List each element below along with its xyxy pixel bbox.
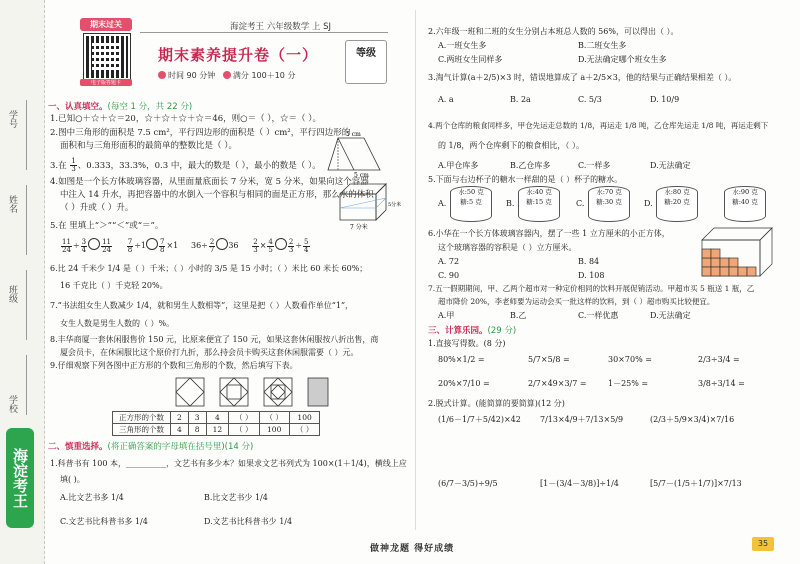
cup-b-letter[interactable]: B.	[506, 199, 515, 208]
cup-sugar: 糖:30 克	[596, 198, 622, 206]
calc-1-item[interactable]: 30×70% =	[608, 355, 652, 364]
calc-2-item[interactable]: [5/7－(1/5＋1/7)]×7/13	[650, 479, 742, 488]
header-rule	[140, 32, 388, 33]
table-cell: 100	[259, 424, 289, 436]
cup-sugar: 糖:5 克	[460, 198, 482, 206]
calc-1-item[interactable]: 1－25% =	[608, 379, 649, 388]
question-1: 1.已知○＋☆＋☆＝20，☆＋☆＋☆＋☆＝46，则○＝（ ），☆＝（ ）。	[50, 114, 321, 124]
choice-6-option-a[interactable]: A. 72	[438, 257, 460, 266]
cube-container-figure	[700, 226, 776, 278]
choice-1-option-a[interactable]: A.比文艺书多 1/4	[60, 493, 124, 502]
table-cell[interactable]: （ ）	[259, 412, 289, 424]
question-2-line-1: 2.图中三角形的面积是 7.5 cm²，平行四边形的面积是（ ）cm²，平行四边形的	[50, 128, 351, 138]
question-3	[50, 158, 321, 173]
table-cell[interactable]: （ ）	[229, 424, 259, 436]
grade-box[interactable]	[345, 40, 387, 84]
compare-circle[interactable]	[146, 238, 158, 250]
question-6-line-2: 16 千克比（ ）千克轻 20%。	[60, 281, 168, 290]
cup-sugar: 糖:20 克	[664, 198, 690, 206]
choice-7-option-c[interactable]: C.一样优惠	[578, 311, 619, 320]
choice-1-line-2: 填( )。	[60, 475, 85, 484]
fraction: $\frac{11}{24}$	[62, 237, 71, 254]
question-2-line-2: 面积和与三角形面积的最简单的整数比是（ ）。	[60, 141, 237, 151]
question-5-items: $\frac{11}{24}$ ÷ $\frac{3}{4}$ $\frac{11}{24}$ $\frac{7}{8}$ ÷1 $\frac{7}{8}$ ×1 36÷ $\frac{2}{7}$ 36 $\frac{2}{3}$ × $\frac{4}{5}$ $\frac{2}{3}$ ÷ $\frac{5}{4}$	[62, 237, 309, 254]
fraction: $\frac{7}{8}$	[160, 237, 165, 254]
cuboid-height-label: 5分米	[388, 202, 402, 208]
table-cell: 8	[188, 424, 206, 436]
trapezoid-top-label: 5 cm	[346, 131, 361, 138]
trapezoid-figure	[324, 130, 386, 178]
cup-c[interactable]	[588, 186, 630, 222]
fraction: $\frac{7}{8}$	[127, 237, 133, 254]
choice-4-option-d[interactable]: D.无法确定	[650, 161, 691, 170]
compare-circle[interactable]	[216, 238, 228, 250]
compare-circle[interactable]	[88, 238, 100, 250]
footer-slogan: 做神龙题 得好成绩	[370, 544, 455, 554]
cup-water: 水:70 克	[596, 188, 622, 196]
cup-b[interactable]	[518, 186, 560, 222]
question-6-line-1: 6.比 24 千米少 1/4 是（ ）千米；（ ）小时的 3/5 是 15 小时；（ ）米比 60 米长 60%；	[50, 264, 368, 273]
page-number: 35	[752, 537, 774, 551]
table-cell[interactable]: （ ）	[229, 412, 259, 424]
question-8-line-2: 厦会员卡，在休闲服比这个原价打九折，那么持会员卡购买这套休闲服需要（ ）元。	[60, 348, 359, 357]
question-3-start: 3.在	[50, 161, 70, 171]
question-4-line-1: 4.如图是一个长方体玻璃容器，从里面量底面长 7 分米，宽 5 分米，如果向这个容器	[50, 177, 369, 187]
cup-sugar: 糖:40 克	[732, 198, 758, 206]
section-2-points: (将正确答案的字母填在括号里)(14 分)	[107, 442, 254, 452]
table-row	[113, 412, 320, 424]
choice-5: 5.下面与右边杯子的糖水一样甜的是（ ）杯子的糖水。	[428, 175, 623, 184]
write-line	[26, 355, 27, 415]
section-1-points: (每空 1 分，共 22 分)	[107, 102, 193, 112]
qr-caption: 电子版答题卡	[80, 79, 132, 86]
cup-water: 水:90 克	[732, 188, 758, 196]
table-cell: 12	[206, 424, 229, 436]
write-line	[26, 100, 27, 170]
table-cell[interactable]: （ ）	[289, 424, 319, 436]
choice-1-line-1: 1.科普书有 100 本，__________，文艺书有多少本？如果求文艺书列式为 100×(1＋1/4)，横线上应	[50, 459, 407, 468]
choice-4-line-1: 4.两个仓库的粮食同样多，甲仓先运走总数的 1/8，再运走 1/8 吨，乙仓库先运走 1/8 吨，再运走剩下	[428, 121, 769, 130]
question-4-line-3: （ ）升或（ ）升。	[60, 203, 134, 213]
choice-7-option-b[interactable]: B.乙	[510, 311, 527, 320]
calc-2-item[interactable]: 7/13×4/9＋7/13×5/9	[540, 415, 624, 424]
calc-1-item[interactable]: 20%×7/10 =	[438, 379, 490, 388]
table-cell: 正方形的个数	[113, 412, 171, 424]
calc-2-item[interactable]: [1－(3/4－3/8)]÷1/4	[540, 479, 619, 488]
cup-water: 水:80 克	[664, 188, 690, 196]
calc-1-item[interactable]: 80%×1/2 =	[438, 355, 485, 364]
trapezoid-bottom-label: 5 cm	[354, 172, 369, 179]
calc-1-item[interactable]: 2/7×49×3/7 =	[528, 379, 587, 388]
calc-2-item[interactable]: (6/7－3/5)÷9/5	[438, 479, 498, 488]
choice-2-option-b[interactable]: B.二班女生多	[578, 41, 627, 50]
fraction: $\frac{2}{7}$	[209, 237, 215, 254]
student-id-label: 学号	[7, 110, 17, 128]
calc-2-item[interactable]: (1/6－1/7＋5/42)×42	[438, 415, 521, 424]
choice-2: 2.六年级一班和二班的女生分别占本班总人数的 56%，可以得出（ ）。	[428, 27, 679, 36]
choice-2-option-a[interactable]: A.一班女生多	[438, 41, 487, 50]
choice-7-option-d[interactable]: D.无法确定	[650, 311, 691, 320]
brand-logo: 海淀考王	[6, 428, 34, 528]
exam-title: 期末素养提升卷（一）	[158, 46, 319, 64]
choice-7-option-a[interactable]: A.甲	[438, 311, 455, 320]
choice-3-option-a[interactable]: A. a	[438, 95, 454, 104]
cup-a[interactable]	[450, 186, 492, 222]
cup-c-letter[interactable]: C.	[576, 199, 585, 208]
choice-4-option-a[interactable]: A.甲仓库多	[438, 161, 479, 170]
choice-1-option-d[interactable]: D.文艺书比科普书少 1/4	[204, 517, 293, 526]
choice-6-line-2: 这个玻璃容器的容积是（ ）立方厘米。	[438, 243, 577, 252]
grade-label: 等级	[356, 48, 376, 59]
section-3-points: (29 分)	[487, 326, 517, 336]
cuboid-width-label: 7 分米	[350, 224, 368, 231]
table-cell: 100	[289, 412, 319, 424]
fraction: $\frac{5}{4}$	[304, 237, 309, 254]
school-label: 学校	[7, 395, 17, 413]
question-3-rest: 、0.333，33.3%，0.3 中，最大的数是（ ），最小的数是（ ）。	[77, 161, 321, 171]
fraction: $\frac{4}{5}$	[268, 237, 273, 254]
section-2-title: 二、慎重选择。	[48, 442, 108, 452]
fraction: $\frac{2}{3}$	[253, 237, 258, 254]
section-2-heading	[48, 440, 253, 452]
choice-2-option-d[interactable]: D.无法确定哪个班女生多	[578, 55, 667, 64]
cup-water: 水:40 克	[526, 188, 552, 196]
square-pattern-figures	[172, 374, 332, 410]
write-line	[26, 185, 27, 255]
section-3-title: 三、计算乐园。	[428, 326, 488, 336]
table-cell: 2	[171, 412, 189, 424]
fraction: $\frac{1}{3}$	[71, 157, 76, 173]
fraction: $\frac{11}{24}$	[102, 237, 112, 254]
table-row	[113, 424, 320, 436]
question-7-line-2: 女生人数是男生人数的（ ）%。	[60, 319, 175, 328]
choice-6-option-b[interactable]: B. 84	[578, 257, 600, 266]
choice-1-option-b[interactable]: B.比文艺书少 1/4	[204, 493, 268, 502]
choice-1-option-c[interactable]: C.文艺书比科普书多 1/4	[60, 517, 148, 526]
choice-2-option-c[interactable]: C.两班女生同样多	[438, 55, 503, 64]
pattern-table	[112, 411, 320, 436]
choice-3-option-b[interactable]: B. 2a	[510, 95, 531, 104]
calc-1-title: 1.直接写得数。(8 分)	[428, 339, 506, 348]
choice-4-option-b[interactable]: B.乙仓库多	[510, 161, 551, 170]
table-cell: 3	[188, 412, 206, 424]
choice-7-line-2: 超市降价 20%，李老师要为运动会买一批这样的饮料，到（ ）超市购买比较便宜。	[438, 297, 715, 306]
question-8-line-1: 8.丰华商厦一套休闲服售价 150 元，比原来便宜了 150 元，如果这套休闲服按八折出售，商	[50, 335, 379, 344]
question-7-line-1: 7.“书法组女生人数减少 1/4，就和男生人数相等”，这里是把（ ）人数看作单位“1”，	[50, 301, 354, 310]
binding-strip	[0, 0, 45, 564]
class-label: 班级	[7, 285, 17, 303]
choice-6-option-d[interactable]: D. 108	[578, 271, 605, 280]
choice-3: 3.淘气计算(a＋2/5)×3 时，错误地算成了 a＋2/5×3，他的结果与正确结果相差（ ）。	[428, 73, 737, 82]
choice-6-option-c[interactable]: C. 90	[438, 271, 460, 280]
section-1-heading	[48, 100, 192, 112]
choice-7-line-1: 7.五一假期期间，甲、乙两个超市对一种定价相同的饮料开展促销活动。甲超市买 5 瓶送 1 瓶，乙	[428, 284, 755, 293]
calc-1-item[interactable]: 2/3÷3/4 =	[698, 355, 740, 364]
score-icon	[223, 71, 231, 79]
fraction: $\frac{3}{4}$	[81, 237, 87, 254]
choice-4-line-2: 的 1/8，两个仓库剩下的粮食相比，（ ）。	[438, 141, 584, 150]
name-label: 姓名	[7, 195, 17, 213]
table-cell: 三角形的个数	[113, 424, 171, 436]
choice-3-option-c[interactable]: C. 5/3	[578, 95, 602, 104]
choice-6-line-1: 6.小华在一个长方体玻璃容器内，摆了一些 1 立方厘米的小正方体，	[428, 229, 670, 238]
clock-icon	[158, 71, 166, 79]
cup-d[interactable]	[656, 186, 698, 222]
calc-1-item[interactable]: 3/8÷3/14 =	[698, 379, 745, 388]
question-4-line-2: 中注入 14 升水，再把容器中的水倒入一个容积与相同的面是正方形，那么水的体积	[60, 190, 374, 200]
section-badge: 期末过关	[80, 18, 132, 31]
calc-2-title: 2.脱式计算。(能简算的要简算)(12 分)	[428, 399, 565, 408]
cup-d-letter[interactable]: D.	[644, 199, 653, 208]
exam-meta	[158, 70, 295, 81]
calc-1-item[interactable]: 5/7×5/8 =	[528, 355, 570, 364]
cup-a-letter[interactable]: A.	[438, 199, 447, 208]
series-line: 海淀考王 六年级数学 上 SJ	[230, 22, 332, 32]
compare-circle[interactable]	[275, 238, 287, 250]
page-divider	[415, 10, 416, 530]
reference-cup	[724, 186, 766, 222]
choice-4-option-c[interactable]: C.一样多	[578, 161, 611, 170]
table-cell: 4	[171, 424, 189, 436]
exam-time: 时间 90 分钟	[168, 71, 216, 80]
section-3-heading	[428, 324, 516, 336]
table-cell: 4	[206, 412, 229, 424]
choice-3-option-d[interactable]: D. 10/9	[650, 95, 680, 104]
cup-sugar: 糖:15 克	[526, 198, 552, 206]
cup-water: 水:50 克	[458, 188, 484, 196]
section-1-title: 一、认真填空。	[48, 102, 108, 112]
fraction: $\frac{2}{3}$	[288, 237, 294, 254]
write-line	[26, 270, 27, 340]
cuboid-figure	[336, 180, 402, 231]
question-5: 5.在 里填上“＞”“＜”或“＝”。	[50, 221, 164, 231]
calc-2-item[interactable]: (2/3＋5/9×3/4)×7/16	[650, 415, 735, 424]
exam-score: 满分 100＋10 分	[232, 71, 296, 80]
question-9: 9.仔细观察下列各图中正方形的个数和三角形的个数，然后填写下表。	[50, 361, 298, 370]
qr-code-icon[interactable]	[84, 34, 130, 80]
